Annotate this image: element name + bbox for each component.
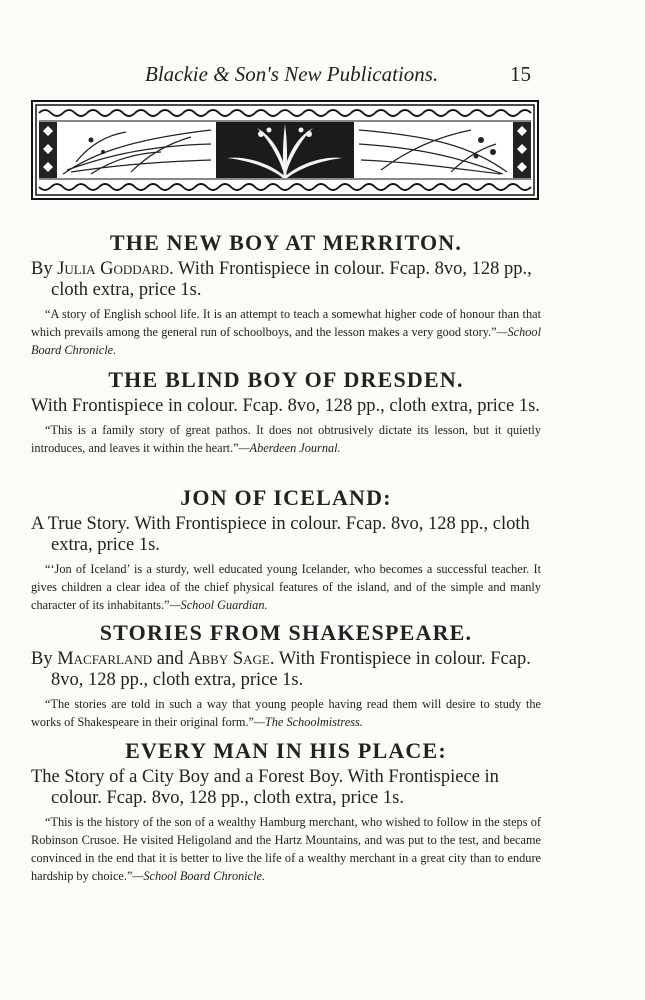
quote-source: —Aberdeen Journal. [238,441,341,455]
author-name-2: Abby Sage [188,649,270,669]
quote-text: “A story of English school life. It is an attempt to teach a somewhat higher code of honour than that which prevails among the general run of schoolboys, and the lesson makes a very good story.” [31,307,541,339]
review-quote [31,305,541,359]
book-title: JON OF ICELAND: [180,485,392,510]
quote-source: —School Guardian. [169,598,268,612]
decorative-ornament-banner [31,100,539,200]
entry-every-man [31,738,541,885]
page-number: 15 [510,62,531,86]
quote-text: “This is the history of the son of a wealthy Hamburg merchant, who wished to follow in the steps of Robinson Crusoe. He visited Heligoland and the Hartz Mountains, and was put to the test, and became convinced in the end that it is better to live the life of a wealthy merchant in a great city than to endure hardship by choice.” [31,815,541,883]
book-details [31,649,541,691]
details-text: . With Frontispiece in colour. Fcap. 8vo, 128 pp., cloth extra, price 1s. [51,649,531,690]
book-details: With Frontispiece in colour. Fcap. 8vo, 128 pp., cloth extra, price 1s. [31,396,540,416]
quote-source: —School Board Chronicle. [31,325,541,357]
running-title: Blackie & Son's New Publications. [145,62,439,86]
book-details [31,259,541,301]
review-quote [31,813,541,885]
book-title: THE NEW BOY AT MERRITON. [109,230,463,255]
author-name: Julia Goddard [57,259,170,279]
book-title: STORIES FROM SHAKESPEARE. [99,620,473,645]
details-text: . With Frontispiece in colour. Fcap. 8vo, 128 pp., cloth extra, price 1s. [51,259,532,300]
entry-stories-shakespeare [31,620,541,731]
entry-blind-boy [31,367,541,457]
review-quote [31,421,541,457]
book-title: EVERY MAN IN HIS PLACE: [125,738,447,763]
author-name: Macfarland [57,649,153,669]
author-prefix: By [31,649,58,669]
entry-new-boy [31,230,541,359]
quote-source: —School Board Chronicle. [132,869,266,883]
author-prefix: By [31,259,58,279]
quote-text: “This is a family story of great pathos. It does not obtrusively dictate its lesson, but it quietly introduces, and leaves it within the heart.” [31,423,541,455]
page-header [0,62,645,92]
entry-jon-of-iceland [31,485,541,614]
quote-source: —The Schoolmistress. [253,715,363,729]
book-details: The Story of a City Boy and a Forest Boy. With Frontispiece in colour. Fcap. 8vo, 128 pp., cloth extra, price 1s. [31,767,499,808]
review-quote [31,560,541,614]
book-title: THE BLIND BOY OF DRESDEN. [108,367,464,392]
author-joiner: and [152,649,189,669]
book-details: A True Story. With Frontispiece in colour. Fcap. 8vo, 128 pp., cloth extra, price 1s. [31,514,530,555]
quote-text: “The stories are told in such a way that young people having read them will desire to study the works of Shakespeare in their original form.” [31,697,541,729]
review-quote [31,695,541,731]
quote-text: “‘Jon of Iceland’ is a sturdy, well educated young Icelander, who becomes a successful teacher. It gives children a clear idea of the chief physical features of the island, and of the simple and manly character of its inhabitants.” [31,562,541,612]
